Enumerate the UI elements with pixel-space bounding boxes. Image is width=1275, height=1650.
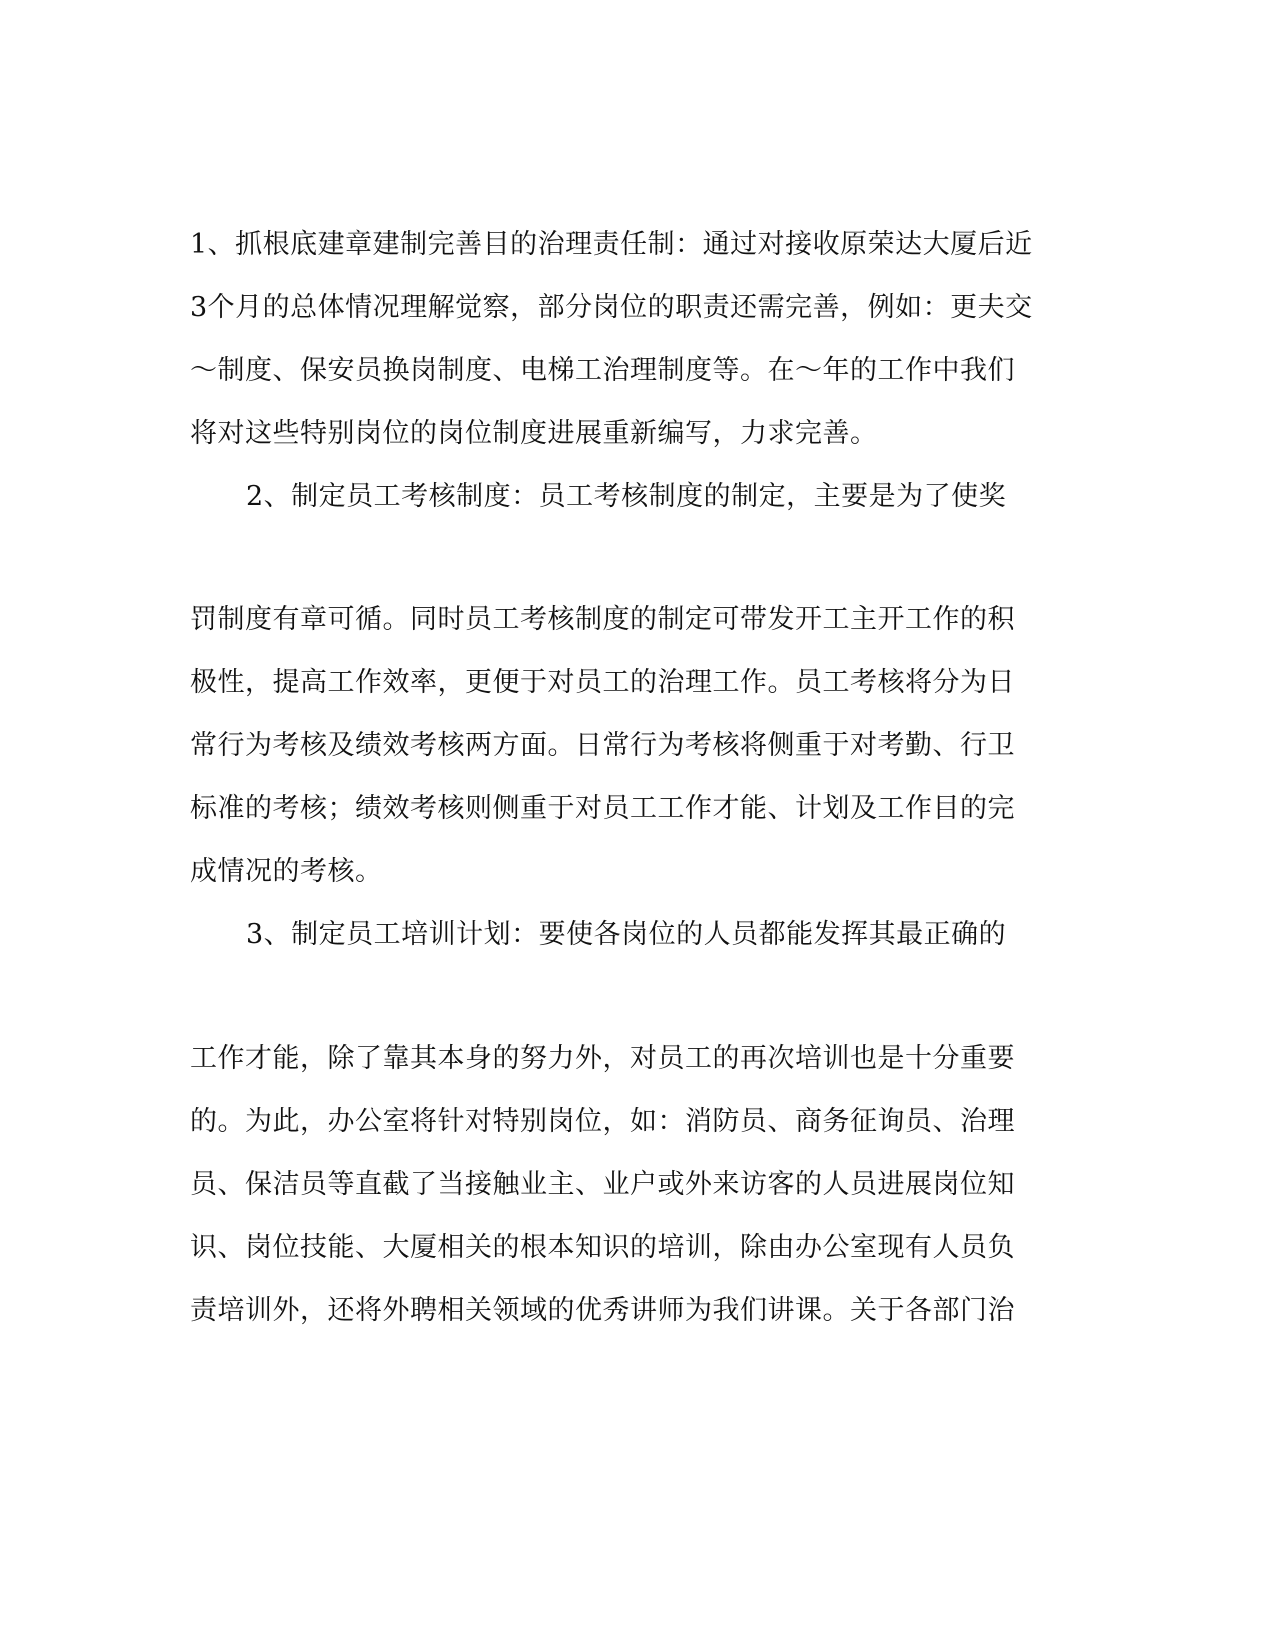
paragraph-2-line-6: 成情况的考核。 [190, 856, 383, 887]
paragraph-3-line-3: 的。为此，办公室将针对特别岗位，如：消防员、商务征询员、治理 [190, 1106, 1015, 1137]
paragraph-1-line-1: 1、抓根底建章建制完善目的治理责任制：通过对接收原荣达大厦后近 [190, 229, 1033, 260]
paragraph-2-line-3: 极性，提高工作效率，更便于对员工的治理工作。员工考核将分为日 [190, 667, 1015, 698]
paragraph-3-line-1: 3、制定员工培训计划：要使各岗位的人员都能发挥其最正确的 [246, 919, 1007, 950]
paragraph-2-line-4: 常行为考核及绩效考核两方面。日常行为考核将侧重于对考勤、行卫 [190, 730, 1015, 761]
paragraph-1-line-3: ～制度、保安员换岗制度、电梯工治理制度等。在～年的工作中我们 [190, 355, 1015, 386]
paragraph-1-line-2: 3个月的总体情况理解觉察，部分岗位的职责还需完善，例如：更夫交 [190, 292, 1033, 323]
paragraph-2-line-2: 罚制度有章可循。同时员工考核制度的制定可带发开工主开工作的积 [190, 604, 1015, 635]
paragraph-3-line-2: 工作才能，除了靠其本身的努力外，对员工的再次培训也是十分重要 [190, 1043, 1015, 1074]
paragraph-3-line-5: 识、岗位技能、大厦相关的根本知识的培训，除由办公室现有人员负 [190, 1232, 1015, 1263]
paragraph-3-line-4: 员、保洁员等直截了当接触业主、业户或外来访客的人员进展岗位知 [190, 1169, 1015, 1200]
paragraph-2-line-5: 标准的考核；绩效考核则侧重于对员工工作才能、计划及工作目的完 [190, 793, 1015, 824]
paragraph-3-line-6: 责培训外，还将外聘相关领域的优秀讲师为我们讲课。关于各部门治 [190, 1295, 1015, 1326]
paragraph-2-line-1: 2、制定员工考核制度：员工考核制度的制定，主要是为了使奖 [246, 481, 1007, 512]
paragraph-1-line-4: 将对这些特别岗位的岗位制度进展重新编写，力求完善。 [190, 418, 878, 449]
